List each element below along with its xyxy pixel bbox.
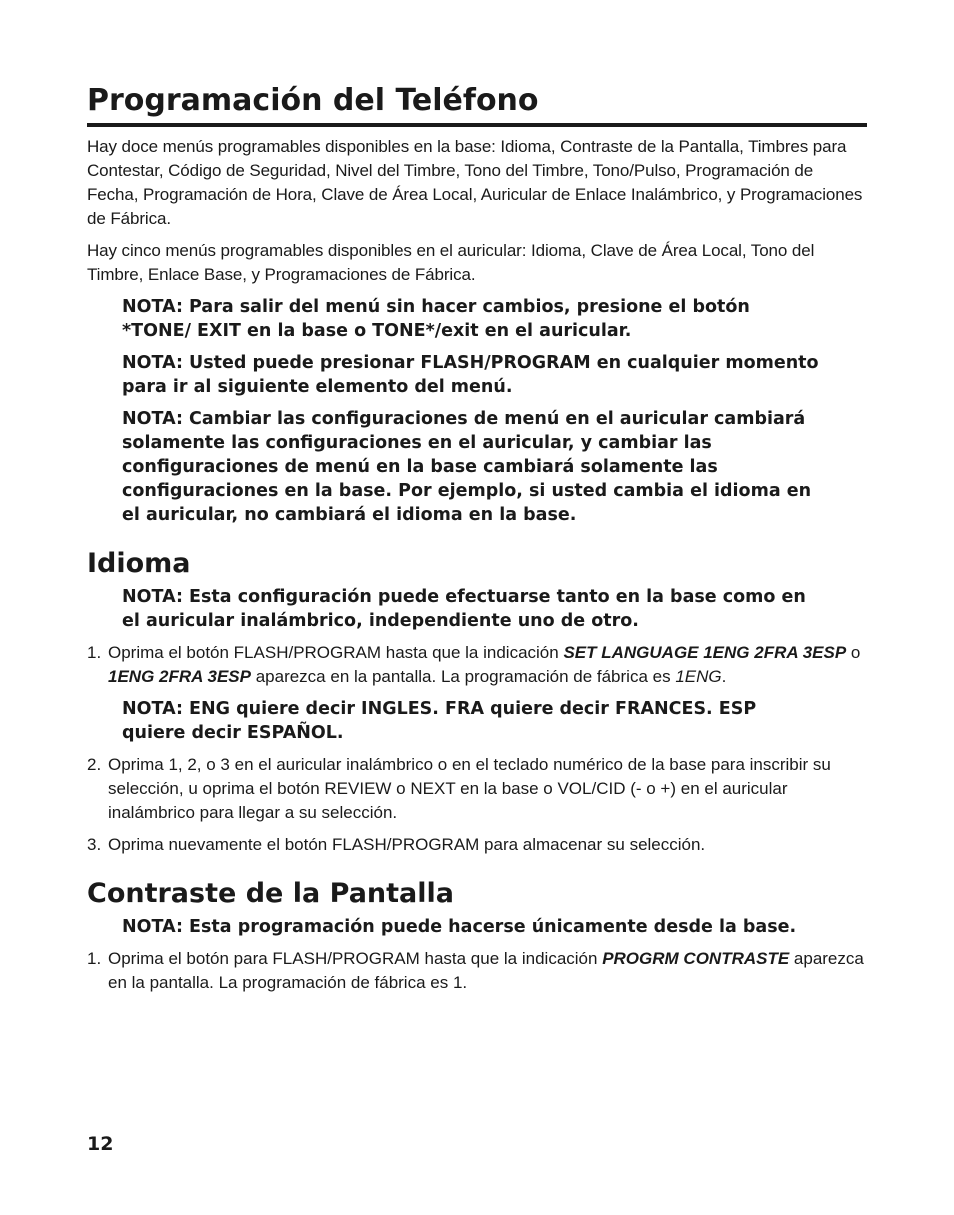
step-text: Oprima 1, 2, o 3 en el auricular inalámbrico o en el teclado numérico de la base para inscribir su selección, u oprima el botón REVIEW o NEXT en la base o VOL/CID (- o +) en el auricular inalámbrico para llegar a su selección. bbox=[108, 755, 831, 822]
idioma-step-2 bbox=[87, 753, 867, 825]
display-text: 1ENG 2FRA 3ESP bbox=[108, 667, 251, 686]
intro-base-paragraph: Hay doce menús programables disponibles en la base: Idioma, Contraste de la Pantalla, Timbres para Contestar, Código de Seguridad, Nivel del Timbre, Tono del Timbre, Tono/Pulso, Programación de Fecha, Programación de Hora, Clave de Área Local, Auricular de Enlace Inalámbrico, y Programaciones de Fábrica. bbox=[87, 137, 863, 228]
note-flash-program: NOTA: Usted puede presionar FLASH/PROGRAM en cualquier momento para ir al siguiente elemento del menú. bbox=[122, 353, 819, 397]
step-number: 1. bbox=[87, 949, 102, 968]
display-text: PROGRM CONTRASTE bbox=[602, 949, 790, 968]
default-value: 1ENG bbox=[675, 667, 722, 686]
step-text-part: Oprima el botón para FLASH/PROGRAM hasta que la indicación bbox=[108, 949, 603, 968]
note-contraste-base-only: NOTA: Esta programación puede hacerse únicamente desde la base. bbox=[122, 917, 797, 937]
page-number: 12 bbox=[87, 1133, 114, 1155]
step-text-part: o bbox=[846, 643, 861, 662]
note-language-codes: NOTA: ENG quiere decir INGLES. FRA quiere decir FRANCES. ESP quiere decir ESPAÑOL. bbox=[122, 699, 757, 743]
step-text-part: aparezca en la pantalla. La programación de fábrica es 1. bbox=[108, 949, 864, 992]
step-text: Oprima nuevamente el botón FLASH/PROGRAM para almacenar su selección. bbox=[108, 835, 706, 854]
contraste-step-1 bbox=[87, 947, 867, 995]
step-text-part: Oprima el botón FLASH/PROGRAM hasta que la indicación bbox=[108, 643, 564, 662]
section-heading-contraste: Contraste de la Pantalla bbox=[87, 878, 454, 909]
intro-handset-paragraph: Hay cinco menús programables disponibles en el auricular: Idioma, Clave de Área Local, Tono del Timbre, Enlace Base, y Programaciones de Fábrica. bbox=[87, 241, 815, 284]
step-number: 1. bbox=[87, 643, 102, 662]
section-heading-idioma: Idioma bbox=[87, 548, 191, 579]
note-idioma-config: NOTA: Esta configuración puede efectuarse tanto en la base como en el auricular inalámbrico, independiente uno de otro. bbox=[122, 587, 806, 631]
page-content bbox=[87, 82, 867, 995]
display-text: SET LANGUAGE 1ENG 2FRA 3ESP bbox=[563, 643, 847, 662]
note-exit-menu: NOTA: Para salir del menú sin hacer cambios, presione el botón *TONE/ EXIT en la base o TONE*/exit en el auricular. bbox=[122, 297, 750, 341]
page-title: Programación del Teléfono bbox=[87, 82, 867, 127]
step-number: 2. bbox=[87, 755, 102, 774]
step-text-part: aparezca en la pantalla. La programación de fábrica es bbox=[250, 667, 676, 686]
idioma-step-3 bbox=[87, 833, 867, 857]
idioma-step-1 bbox=[87, 641, 867, 689]
step-text bbox=[108, 947, 867, 995]
note-settings-scope: NOTA: Cambiar las configuraciones de menú en el auricular cambiará solamente las configuraciones en el auricular, y cambiar las configuraciones de menú en la base cambiará solamente las configuraciones en la base. Por ejemplo, si usted cambia el idioma en el auricular, no cambiará el idioma en la base. bbox=[122, 409, 812, 525]
step-text-part: . bbox=[721, 667, 727, 686]
step-number: 3. bbox=[87, 835, 102, 854]
step-text bbox=[108, 641, 867, 689]
